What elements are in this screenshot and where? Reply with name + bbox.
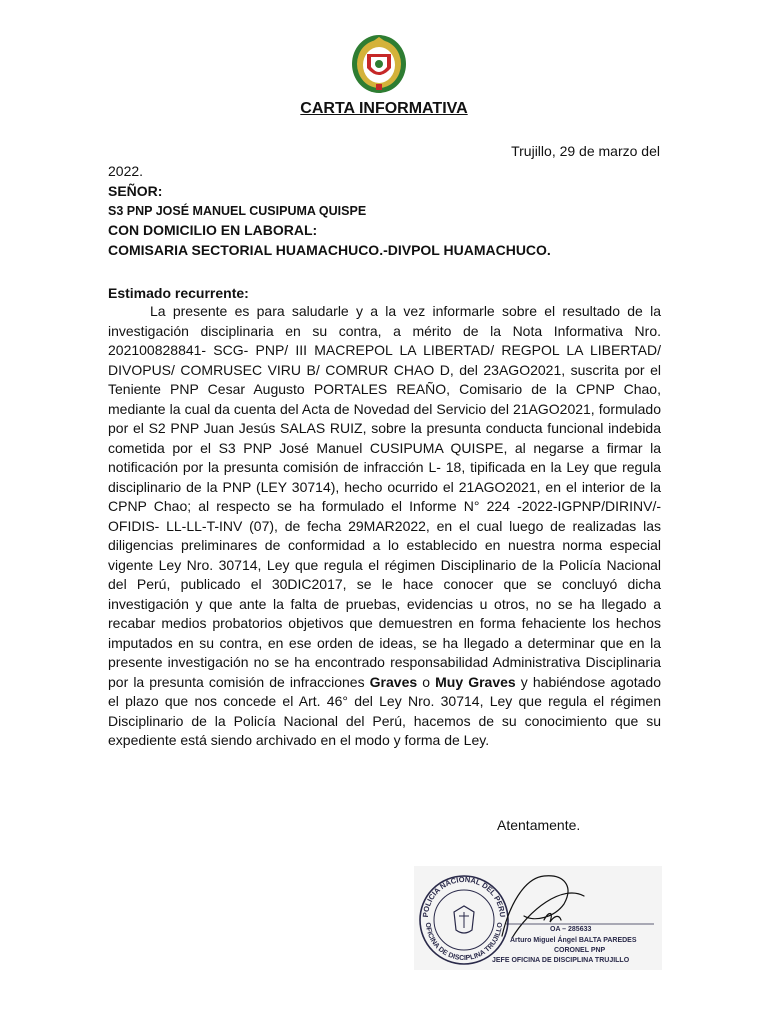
date-line: Trujillo, 29 de marzo del bbox=[511, 143, 660, 159]
stamp-top-text: POLICIA NACIONAL DEL PERU bbox=[420, 874, 508, 918]
closing: Atentamente. bbox=[497, 817, 581, 833]
officer-name: Arturo Miguel Ángel BALTA PAREDES bbox=[510, 937, 637, 944]
officer-position: JEFE OFICINA DE DISCIPLINA TRUJILLO bbox=[492, 957, 630, 964]
officer-id: OA – 285633 bbox=[550, 926, 592, 933]
svg-text:POLICIA NACIONAL DEL PERU bbox=[421, 875, 507, 918]
body-text-part: o bbox=[417, 673, 436, 690]
officer-rank: CORONEL PNP bbox=[554, 947, 606, 954]
document-title: CARTA INFORMATIVA bbox=[300, 100, 468, 117]
body-bold-text: Muy Graves bbox=[435, 673, 516, 690]
body-text-part: La presente es para saludarle y a la vez informarle sobre el resultado de la investigación disciplinaria en su contra, a mérito de la Nota Informativa Nro. 202100828841- SCG- PNP/ III MACREPOL LA LIBERTAD/ REGPOL LA LIBERTAD/ DIVOPUS/ COMRUSEC VIRU B/ COMRUR CHAO D, del 23AGO2021, suscrita por el Teniente PNP Cesar Augusto PORTALES REAÑO, Comisario de la CPNP Chao, mediante la cual da cuenta del Acta de Novedad del Servicio del 21AGO2021, formulado por el S2 PNP Juan Jesús SALAS RUIZ, sobre la presunta conducta funcional indebida cometida por el S3 PNP José Manuel CUSIPUMA QUISPE, al negarse a firmar la notificación por la presunta comisión de infracción L- 18, tipificada en la Ley que regula disciplinario de la PNP (LEY 30714), hecho ocurrido el 21AGO2021, en el interior de la CPNP Chao; al respecto se ha formulado el Informe N° 224 -2022-IGPNP/DIRINV/- OFIDIS- LL-LL-T-INV (07), de fecha 29MAR2022, en el cual luego de realizadas las diligencias preliminares de conformidad a lo establecido en nuestra norma especial vigente Ley Nro. 30714, Ley que regula el régimen Disciplinario de la Policía Nacional del Perú, publicado el 30DIC2017, se le hace conocer que se concluyó dicha investigación y que ante la falta de pruebas, evidencias u otros, no se ha llegado a recabar medios probatorios objetivos que demuestren en forma fehaciente los hechos imputados en su contra, en ese orden de ideas, se ha llegado a determinar que en la presente investigación no se ha encontrado responsabilidad Administrativa Disciplinaria por la presunta comisión de infracciones bbox=[108, 303, 661, 690]
signature-block bbox=[414, 866, 662, 970]
body-bold-text: Graves bbox=[369, 673, 418, 690]
stamp-bottom-text: OFICINA DE DISCIPLINA TRUJILLO bbox=[423, 922, 505, 963]
domicile-label: CON DOMICILIO EN LABORAL: bbox=[108, 222, 318, 238]
official-stamp bbox=[414, 866, 662, 970]
letter-body bbox=[108, 302, 661, 751]
date-year: 2022. bbox=[108, 163, 144, 179]
recipient-name: S3 PNP JOSÉ MANUEL CUSIPUMA QUISPE bbox=[108, 204, 367, 218]
domicile-address: COMISARIA SECTORIAL HUAMACHUCO.-DIVPOL HUAMACHUCO. bbox=[108, 242, 551, 258]
police-emblem-logo bbox=[350, 34, 408, 94]
greeting: Estimado recurrente: bbox=[108, 285, 249, 301]
salutation: SEÑOR: bbox=[108, 183, 163, 199]
body-text-part: y habiéndose agotado el plazo que nos concede el Art. 46° del Ley Nro. 30714, Ley que regula el régimen Disciplinario de la Policía Nacional del Perú, hacemos de su conocimiento que su expediente está siendo archivado en el modo y forma de Ley. bbox=[108, 673, 661, 748]
